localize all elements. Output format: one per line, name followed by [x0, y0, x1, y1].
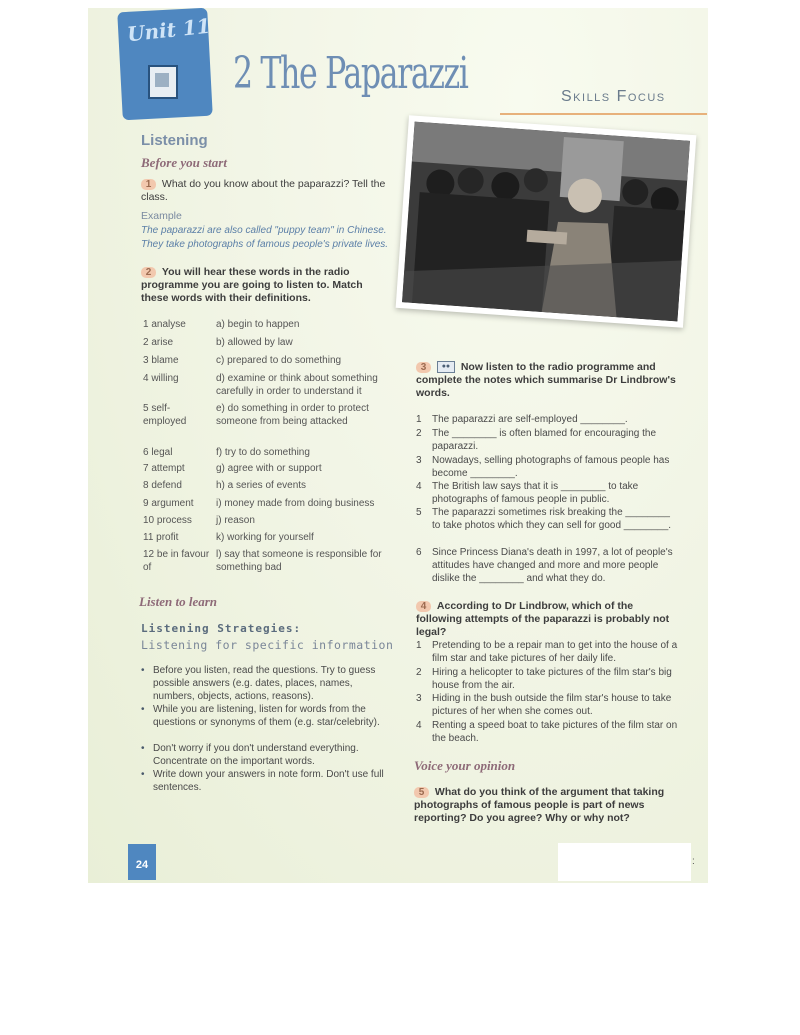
question-number-badge: 5 [414, 787, 429, 798]
strategy-bullet: • While you are listening, listen for words from the questions or synonyms of them (e.g. star/celebrity). [143, 703, 388, 729]
vocab-word: 3 blame [143, 355, 179, 366]
vocab-definition: f) try to do something [216, 447, 310, 458]
strategy-bullet: • Write down your answers in note form. Don't use full sentences. [143, 768, 388, 794]
vocab-definition: l) say that someone is responsible for something bad [216, 549, 382, 573]
notes-item: 2 The ________ is often blamed for encouraging the paparazzi. [416, 428, 657, 452]
vocab-definition: i) money made from doing business [216, 498, 375, 509]
vocab-word: 9 argument [143, 498, 194, 509]
question-number-badge: 3 [416, 362, 431, 373]
question-number-badge: 2 [141, 267, 156, 278]
question-2-text: You will hear these words in the radio programme you are going to listen to. Match these words with their definitions. [141, 266, 363, 304]
attempt-option: 1 Pretending to be a repair man to get into the house of a film star and take pictures of her daily life. [416, 640, 678, 664]
strategies-title: Listening Strategies: [141, 622, 302, 635]
vocab-word: 12 be in favour of [143, 549, 210, 573]
edge-mark: : [692, 856, 695, 867]
vocab-definition: h) a series of events [216, 480, 307, 491]
attempt-option: 2 Hiring a helicopter to take pictures of the film star's big house from the air. [416, 667, 672, 691]
page-title: 2 The Paparazzi [233, 48, 468, 99]
vocab-definition: g) agree with or support [216, 463, 322, 474]
vocab-definition: c) prepared to do something [216, 355, 342, 366]
question-number-badge: 1 [141, 179, 156, 190]
vocab-word: 11 profit [143, 532, 179, 543]
strategy-bullet: • Before you listen, read the questions. Try to guess possible answers (e.g. dates, places, names, numbers, objects, actions, reasons). [143, 664, 388, 703]
listening-heading: Listening [141, 132, 208, 149]
header-divider [500, 113, 707, 115]
vocab-definition: k) working for yourself [216, 532, 314, 543]
blank-sticker [558, 843, 691, 881]
photo-image [402, 122, 690, 322]
vocab-definition: d) examine or think about something carefully in order to understand it [216, 373, 378, 397]
audio-icon: ●● [437, 361, 455, 373]
example-text: The paparazzi are also called "puppy team" in Chinese. They take photographs of famous people's private lives. [141, 225, 389, 250]
unit-label: Unit 11 [125, 13, 212, 47]
notes-item: 4 The British law says that it is ________ to take photographs of famous people in public. [416, 481, 639, 505]
question-1-text: What do you know about the paparazzi? Tell the class. [141, 178, 386, 203]
question-2 [141, 266, 391, 305]
vocab-word: 6 legal [143, 447, 173, 458]
vocab-word: 8 defend [143, 480, 182, 491]
vocab-definition: j) reason [216, 515, 255, 526]
vocab-word: 7 attempt [143, 463, 185, 474]
question-1 [141, 178, 386, 204]
paparazzi-photo [396, 115, 697, 328]
photo-illustration [402, 122, 690, 322]
example-label: Example [141, 210, 182, 222]
vocab-definition: b) allowed by law [216, 337, 293, 348]
listen-to-learn-heading: Listen to learn [139, 594, 218, 609]
vocab-word: 1 analyse [143, 319, 186, 330]
computer-icon [148, 65, 178, 99]
question-3 [416, 361, 678, 400]
vocab-word: 5 self-employed [143, 403, 187, 427]
attempt-option: 3 Hiding in the bush outside the film star's house to take pictures of her when she comes out. [416, 693, 672, 717]
vocab-word: 4 willing [143, 373, 179, 384]
vocab-word: 10 process [143, 515, 192, 526]
vocab-definition: e) do something in order to protect someone from being attacked [216, 403, 369, 427]
voice-your-opinion-heading: Voice your opinion [414, 758, 516, 773]
before-you-start-heading: Before you start [141, 155, 227, 170]
question-number-badge: 4 [416, 601, 431, 612]
notes-item: 3 Nowadays, selling photographs of famous people has become ________. [416, 455, 670, 479]
question-5-text: What do you think of the argument that taking photographs of famous people is part of news reporting? Do you agree? Why or why not? [414, 786, 665, 824]
notes-item: 1 The paparazzi are self-employed ________. [416, 414, 628, 425]
question-3-text: Now listen to the radio programme and complete the notes which summarise Dr Lindbrow's words. [416, 361, 676, 399]
notes-item: 5 The paparazzi sometimes risk breaking the ________ to take photos which they can sell for good ________. [416, 507, 672, 531]
question-5 [414, 786, 682, 825]
vocab-definition: a) begin to happen [216, 319, 300, 330]
vocab-word: 2 arise [143, 337, 174, 348]
attempt-option: 4 Renting a speed boat to take pictures of the film star on the beach. [416, 720, 678, 744]
strategies-subtitle: Listening for specific information [141, 638, 394, 652]
page-number: 24 [128, 844, 156, 880]
question-4 [416, 600, 678, 639]
skills-focus-label: Skills Focus [561, 88, 666, 105]
notes-item: 6 Since Princess Diana's death in 1997, a lot of people's attitudes have changed and more and more people dislike the ________ and what they do. [416, 547, 673, 584]
strategy-bullet: • Don't worry if you don't understand everything. Concentrate on the important words. [143, 742, 388, 768]
question-4-text: According to Dr Lindbrow, which of the following attempts of the paparazzi is probably not legal? [416, 600, 670, 638]
